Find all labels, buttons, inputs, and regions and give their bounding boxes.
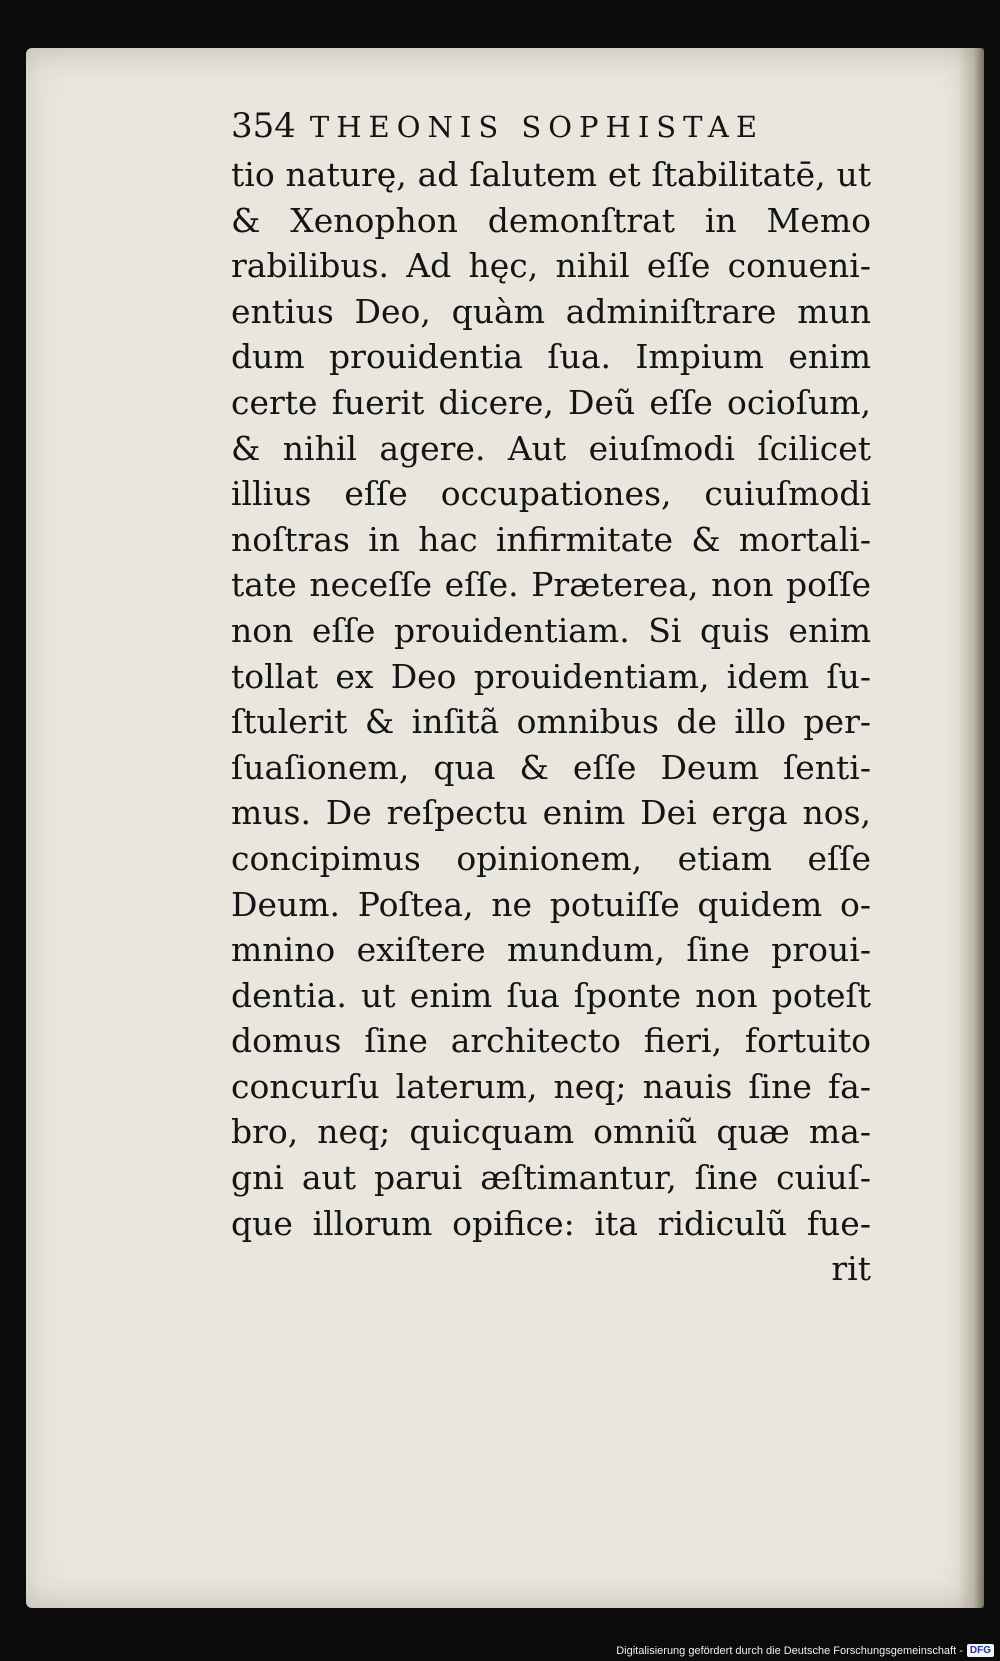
text-line: ſuaſionem, qua & eſſe Deum ſenti- — [231, 747, 871, 787]
text-line: concipimus opinionem, etiam eſſe — [231, 838, 871, 878]
text-line: noſtras in hac infirmitate & mortali- — [231, 519, 871, 559]
text-line: & Xenophon demonſtrat in Memo — [231, 200, 871, 240]
digitization-credit — [616, 1644, 994, 1657]
header-title: THEONIS SOPHISTAE — [309, 110, 765, 144]
text-line: rabilibus. Ad hęc, nihil eſſe conueni- — [231, 246, 871, 286]
text-line: entius Deo, quàm adminiſtrare mun — [231, 291, 871, 331]
text-block — [231, 106, 931, 1292]
text-line: illius eſſe occupationes, cuiuſmodi — [231, 474, 871, 514]
text-line: concurſu laterum, neq; nauis ſine fa- — [231, 1066, 871, 1106]
text-line: non eſſe prouidentiam. Si quis enim — [231, 610, 871, 650]
credit-text: Digitalisierung gefördert durch die Deutsche Forschungsgemeinschaft - — [616, 1644, 963, 1657]
page-number: 354 — [231, 106, 296, 146]
page-gutter-shadow — [958, 48, 984, 1608]
text-line: tollat ex Deo prouidentiam, idem ſu- — [231, 656, 871, 696]
running-head — [231, 106, 931, 150]
text-line: mnino exiſtere mundum, ſine proui- — [231, 930, 871, 970]
dfg-logo: DFG — [967, 1644, 994, 1657]
catchword: rit — [831, 1249, 871, 1289]
text-line: tate neceſſe eſſe. Præterea, non poſſe — [231, 565, 871, 605]
text-line: certe fuerit dicere, Deũ eſſe ocioſum, — [231, 382, 871, 422]
text-line: tio naturę, ad ſalutem et ſtabilitatē, ut — [231, 155, 871, 194]
book-page — [26, 48, 984, 1608]
text-line: que illorum opifice: ita ridiculũ fue- — [231, 1203, 871, 1243]
text-line: domus ſine architecto fieri, fortuito — [231, 1021, 871, 1061]
text-line: Deum. Poſtea, ne potuiſſe quidem o- — [231, 884, 871, 924]
body-text — [231, 152, 931, 1292]
text-line: dum prouidentia ſua. Impium enim — [231, 337, 871, 377]
text-line: & nihil agere. Aut eiuſmodi ſcilicet — [231, 428, 871, 468]
text-line: dentia. ut enim ſua ſponte non poteſt — [231, 975, 871, 1015]
text-line: gni aut parui æſtimantur, ſine cuiuſ- — [231, 1158, 871, 1198]
text-line: ſtulerit & inſitã omnibus de illo per- — [231, 702, 871, 742]
text-line: bro, neq; quicquam omniũ quæ ma- — [231, 1112, 871, 1152]
text-line: mus. De reſpectu enim Dei erga nos, — [231, 793, 871, 833]
